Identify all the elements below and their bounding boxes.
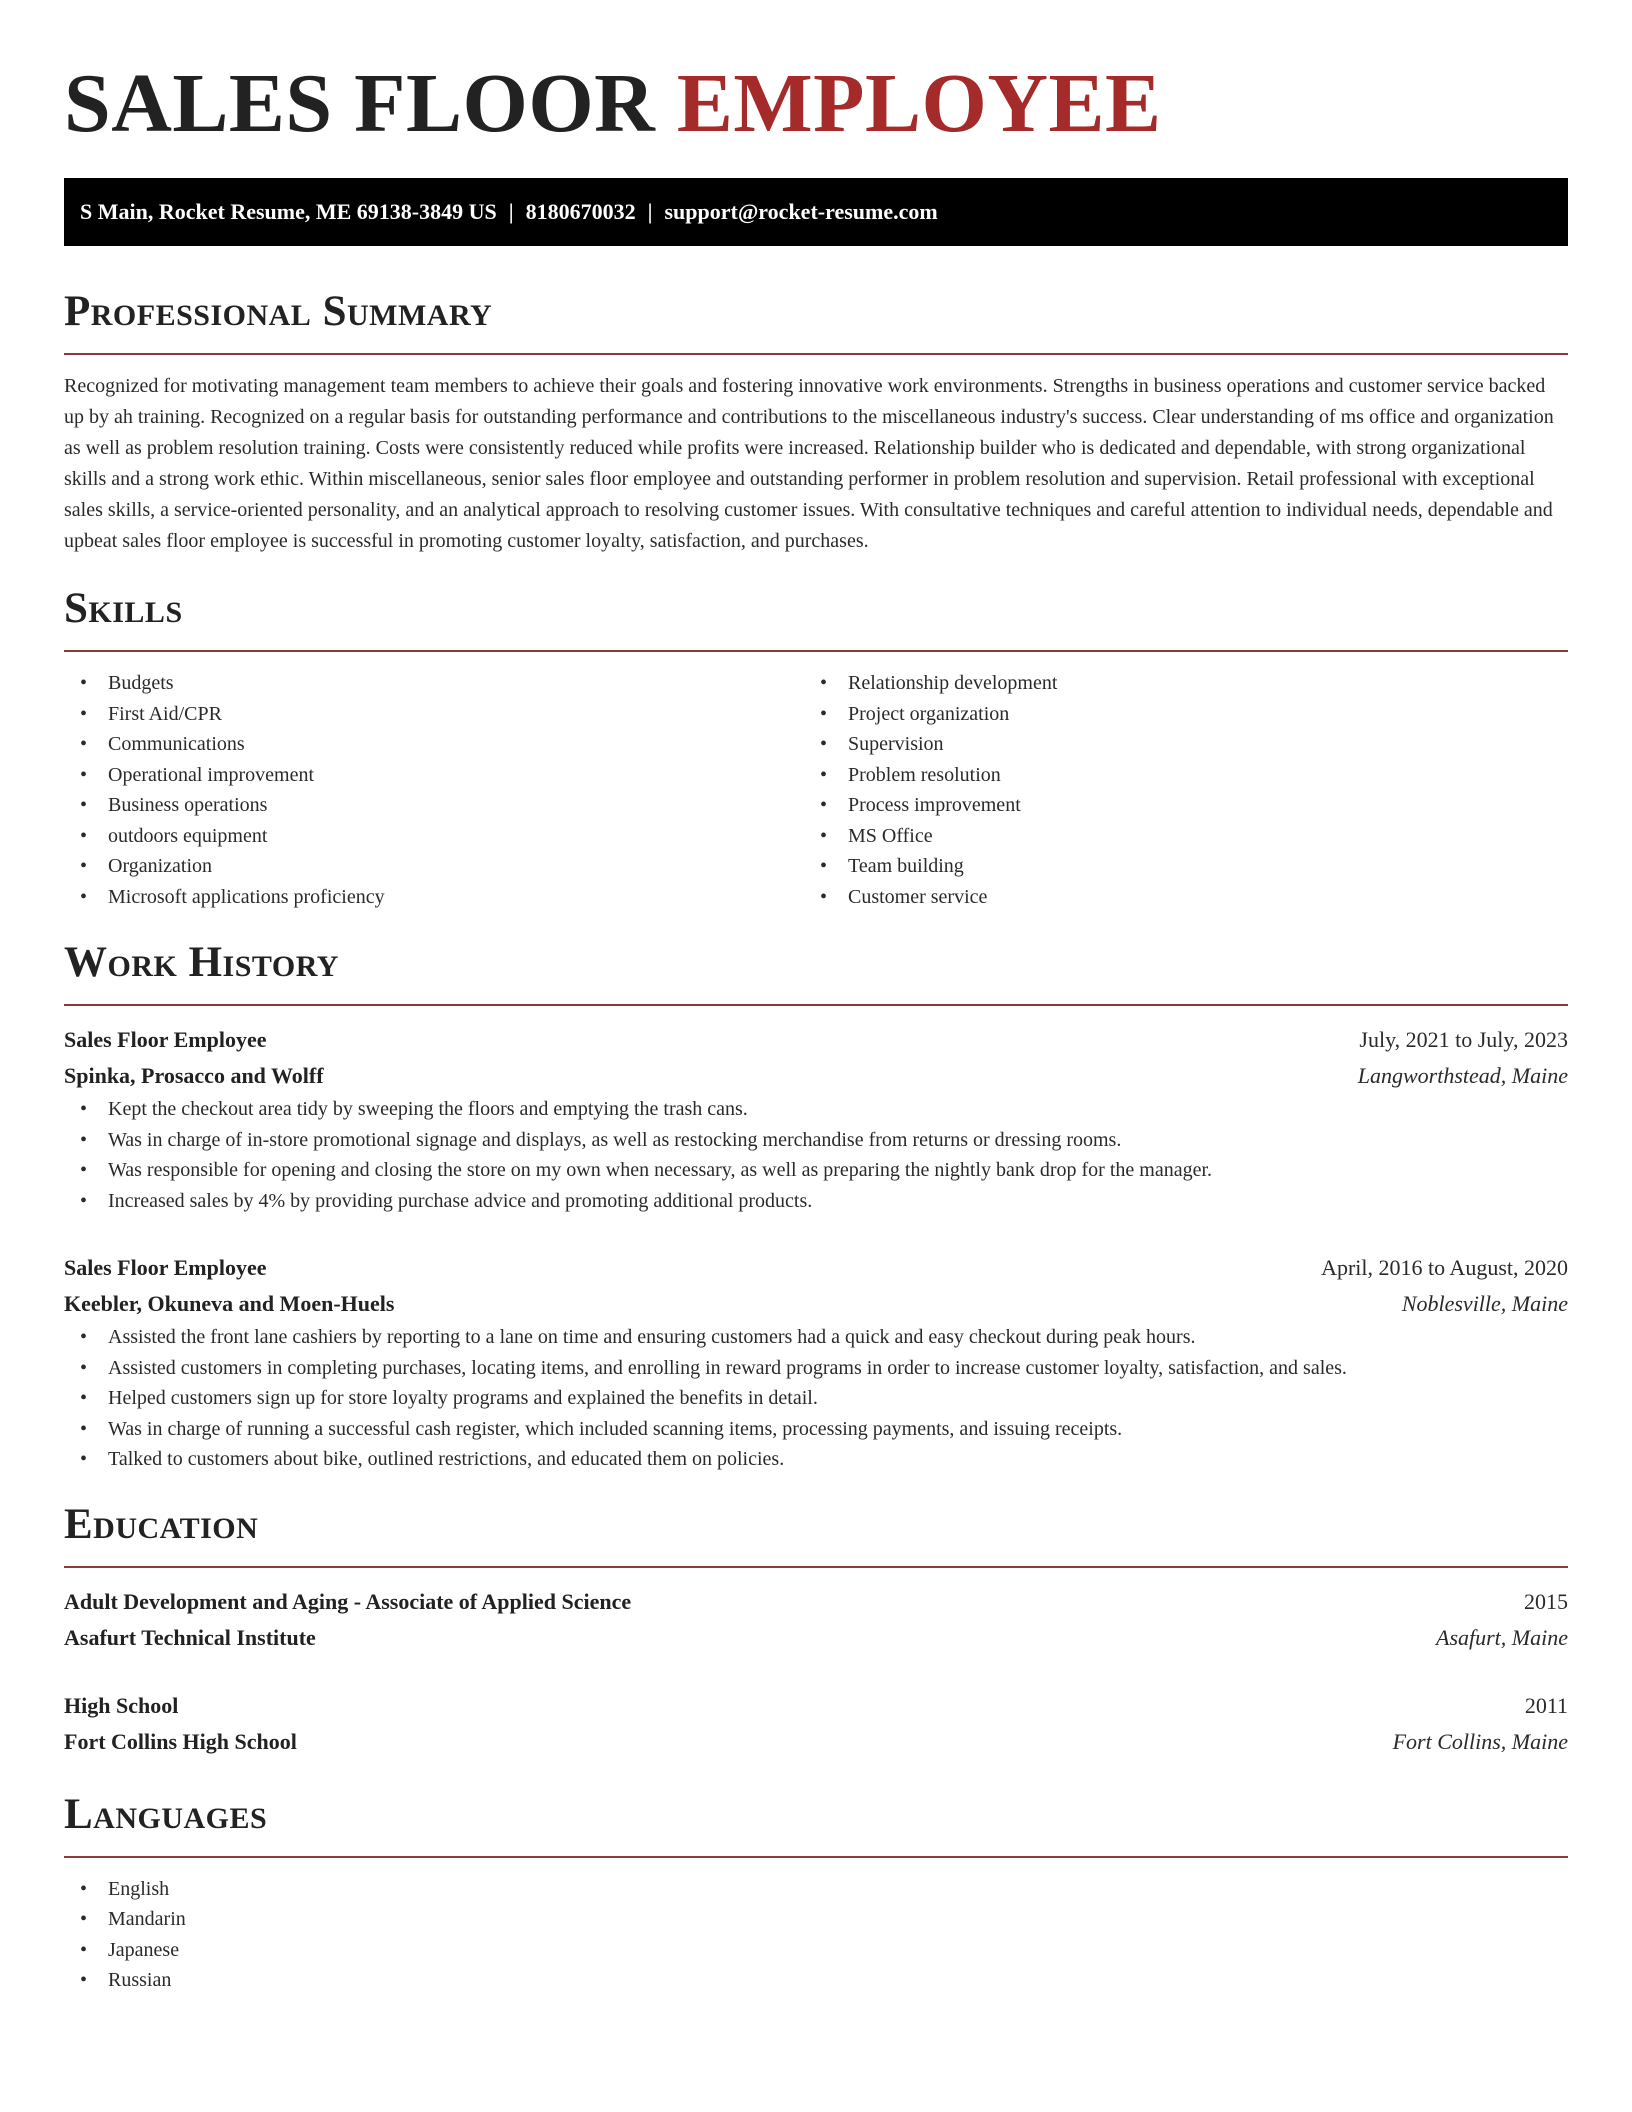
job-company-row <box>64 1058 1568 1094</box>
education-school: Fort Collins High School <box>64 1728 297 1754</box>
education-degree: High School <box>64 1692 179 1718</box>
education-entry <box>64 1584 1568 1656</box>
skill-item: • Budgets <box>64 668 804 699</box>
summary-title: Professional Summary <box>64 288 493 335</box>
job-dates: July, 2021 to July, 2023 <box>1359 1027 1568 1052</box>
skill-item: • Team building <box>804 851 1544 882</box>
job-duty-item: • Kept the checkout area tidy by sweeping the floors and emptying the trash cans. <box>64 1094 1568 1125</box>
skill-item: • Customer service <box>804 882 1544 913</box>
job-duty-item: • Assisted the front lane cashiers by reporting to a lane on time and ensuring customers had a quick and easy checkout during peak hours. <box>64 1322 1568 1353</box>
skills-list-left <box>64 668 804 912</box>
job-duty-item: • Was in charge of running a successful cash register, which included scanning items, processing payments, and issuing receipts. <box>64 1414 1568 1445</box>
education-school-row <box>64 1620 1568 1656</box>
work-history-section <box>64 938 1568 1475</box>
job-duty-item: • Talked to customers about bike, outlined restrictions, and educated them on policies. <box>64 1444 1568 1475</box>
education-year: 2011 <box>1524 1692 1568 1718</box>
resume-name <box>64 0 1568 152</box>
languages-section <box>64 1790 1568 1996</box>
language-item: • Japanese <box>64 1935 1568 1966</box>
contact-separator: | <box>508 199 514 224</box>
skills-grid <box>64 668 1568 912</box>
contact-address: S Main, Rocket Resume, ME 69138-3849 US <box>80 199 497 224</box>
job-location: Noblesville, Maine <box>1401 1291 1568 1316</box>
job-dates: April, 2016 to August, 2020 <box>1321 1255 1568 1280</box>
contact-separator: | <box>647 199 653 224</box>
skill-item: • Operational improvement <box>64 760 804 791</box>
skill-item: • Relationship development <box>804 668 1544 699</box>
skill-item: • Process improvement <box>804 790 1544 821</box>
job-company: Spinka, Prosacco and Wolff <box>64 1063 324 1088</box>
section-divider <box>64 650 1568 652</box>
job-location: Langworthstead, Maine <box>1357 1063 1568 1088</box>
job-header-row <box>64 1250 1568 1286</box>
skill-item: • Communications <box>64 729 804 760</box>
education-title: Education <box>64 1500 259 1548</box>
education-degree: Adult Development and Aging - Associate of Applied Science <box>64 1588 632 1614</box>
contact-email: support@rocket-resume.com <box>664 199 938 224</box>
job-company: Keebler, Okuneva and Moen-Huels <box>64 1291 395 1316</box>
skill-item: • Supervision <box>804 729 1544 760</box>
language-item: • Russian <box>64 1965 1568 1996</box>
job-title: Sales Floor Employee <box>64 1027 267 1052</box>
summary-text: Recognized for motivating management team members to achieve their goals and fostering innovative work environments. Strengths in business operations and customer service backed up by ah training. Recognized on a regular basis for outstanding performance and contributions to the miscellaneous industry's success. Clear understanding of ms office and organization as well as problem resolution training. Costs were consistently reduced while profits were increased. Relationship builder who is dedicated and dependable, with strong organizational skills and a strong work ethic. Within miscellaneous, senior sales floor employee and outstanding performer in problem resolution and supervision. Retail professional with exceptional sales skills, a service-oriented personality, and an analytical approach to resolving customer issues. With consultative techniques and careful attention to individual needs, dependable and upbeat sales floor employee is successful in promoting customer loyalty, satisfaction, and purchases. <box>64 375 1554 552</box>
skill-item: • MS Office <box>804 821 1544 852</box>
section-divider <box>64 353 1568 355</box>
job-title: Sales Floor Employee <box>64 1255 267 1280</box>
language-item: • English <box>64 1874 1568 1905</box>
contact-phone: 8180670032 <box>525 199 636 224</box>
job-duty-item: • Increased sales by 4% by providing purchase advice and promoting additional products. <box>64 1186 1568 1217</box>
education-degree-row <box>64 1688 1568 1724</box>
section-divider <box>64 1856 1568 1858</box>
section-divider <box>64 1004 1568 1006</box>
job-entry <box>64 1022 1568 1216</box>
education-year: 2015 <box>1524 1588 1568 1614</box>
education-entry <box>64 1688 1568 1760</box>
education-school: Asafurt Technical Institute <box>64 1624 316 1650</box>
education-section <box>64 1500 1568 1760</box>
skill-item: • outdoors equipment <box>64 821 804 852</box>
skill-item: • First Aid/CPR <box>64 699 804 730</box>
languages-list <box>64 1874 1568 1996</box>
language-item: • Mandarin <box>64 1904 1568 1935</box>
skill-item: • Organization <box>64 851 804 882</box>
job-duties <box>64 1094 1568 1216</box>
skill-item: • Microsoft applications proficiency <box>64 882 804 913</box>
contact-bar <box>64 178 1568 246</box>
education-location: Fort Collins, Maine <box>1392 1728 1568 1754</box>
name-first: SALES FLOOR <box>64 57 656 150</box>
education-location: Asafurt, Maine <box>1436 1624 1568 1650</box>
job-company-row <box>64 1286 1568 1322</box>
section-divider <box>64 1566 1568 1568</box>
job-header-row <box>64 1022 1568 1058</box>
summary-section <box>64 287 1568 557</box>
name-second: EMPLOYEE <box>676 57 1162 150</box>
job-duty-item: • Was in charge of in-store promotional signage and displays, as well as restocking merchandise from returns or dressing rooms. <box>64 1125 1568 1156</box>
job-duty-item: • Assisted customers in completing purchases, locating items, and enrolling in reward programs in order to increase customer loyalty, satisfaction, and sales. <box>64 1353 1568 1384</box>
job-duty-item: • Helped customers sign up for store loyalty programs and explained the benefits in detail. <box>64 1383 1568 1414</box>
job-duty-item: • Was responsible for opening and closing the store on my own when necessary, as well as preparing the nightly bank drop for the manager. <box>64 1155 1568 1186</box>
skill-item: • Project organization <box>804 699 1544 730</box>
job-duties <box>64 1322 1568 1475</box>
job-entry <box>64 1250 1568 1475</box>
skills-title: Skills <box>64 585 183 632</box>
education-degree-row <box>64 1584 1568 1620</box>
skills-list-right <box>804 668 1544 912</box>
languages-title: Languages <box>64 1790 268 1838</box>
work-history-title: Work History <box>64 939 339 986</box>
skill-item: • Business operations <box>64 790 804 821</box>
education-school-row <box>64 1724 1568 1760</box>
skill-item: • Problem resolution <box>804 760 1544 791</box>
skills-section <box>64 584 1568 912</box>
